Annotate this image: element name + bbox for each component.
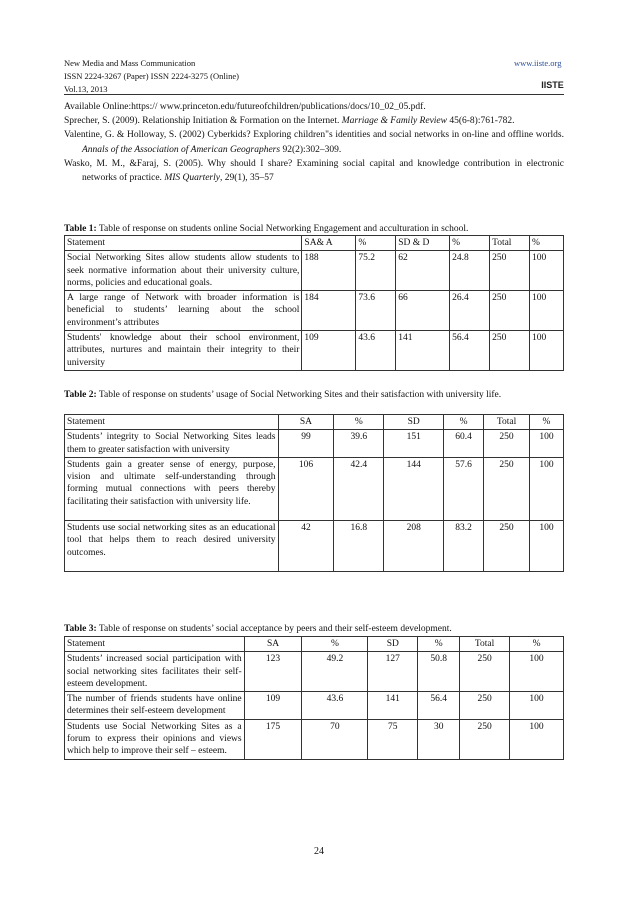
table-header-row	[65, 637, 564, 652]
statement-cell: Students gain a greater sense of energy, purpose, vision and ultimate self-understanding through forming mutual connections with peers thereby facilitating their satisfaction with university life.	[65, 457, 279, 520]
header-cell: %	[444, 415, 484, 430]
value-cell: 109	[244, 692, 302, 720]
table-row	[65, 251, 564, 291]
table-row	[65, 430, 564, 458]
header-cell: SD & D	[396, 236, 450, 251]
value-cell: 100	[530, 331, 564, 371]
statement-cell: A large range of Network with broader information is beneficial to students’ learning about the school environment’s attributes	[65, 291, 302, 331]
header-cell: SD	[368, 637, 418, 652]
header-cell: SA	[278, 415, 334, 430]
reference-item: Sprecher, S. (2009). Relationship Initiation & Formation on the Internet. Marriage & Family Review 45(6-8):761-782.	[64, 116, 515, 127]
value-cell: 75	[368, 719, 418, 759]
website-link[interactable]: www.iiste.org	[514, 58, 562, 68]
table-header-row	[65, 236, 564, 251]
value-cell: 57.6	[444, 457, 484, 520]
statement-cell: Students’ increased social participation with social networking sites facilitates their self-esteem development.	[65, 652, 245, 692]
table3	[64, 636, 564, 760]
value-cell: 188	[302, 251, 356, 291]
page-number: 24	[314, 846, 324, 857]
value-cell: 141	[396, 331, 450, 371]
table-row	[65, 719, 564, 759]
reference-list	[64, 100, 564, 185]
value-cell: 42	[278, 521, 334, 572]
table2	[64, 414, 564, 572]
value-cell: 100	[510, 719, 564, 759]
value-cell: 127	[368, 652, 418, 692]
header-cell: %	[302, 637, 368, 652]
value-cell: 100	[530, 291, 564, 331]
value-cell: 109	[302, 331, 356, 371]
table3-caption: Table 3: Table of response on students’ social acceptance by peers and their self-esteem development.	[64, 624, 452, 634]
value-cell: 56.4	[450, 331, 490, 371]
value-cell: 123	[244, 652, 302, 692]
reference-item: Available Online:https:// www.princeton.edu/futureofchildren/publications/docs/10_02_05.pdf.	[64, 102, 426, 112]
header-cell: Statement	[65, 415, 279, 430]
value-cell: 43.6	[302, 692, 368, 720]
value-cell: 66	[396, 291, 450, 331]
value-cell: 73.6	[356, 291, 396, 331]
table-header-row	[65, 415, 564, 430]
iiste-logo-icon	[541, 75, 564, 92]
reference-item: Wasko, M. M., &Faraj, S. (2005). Why should I share? Examining social capital and knowledge contribution in electronic networks of practice. MIS Quarterly, 29(1), 35–57	[64, 158, 564, 184]
value-cell: 184	[302, 291, 356, 331]
table1	[64, 235, 564, 371]
header-cell: %	[334, 415, 384, 430]
value-cell: 100	[530, 251, 564, 291]
value-cell: 70	[302, 719, 368, 759]
value-cell: 175	[244, 719, 302, 759]
statement-cell: Students' knowledge about their school environment, attributes, nurtures and maintain their integrity to their university	[65, 331, 302, 371]
value-cell: 250	[490, 331, 530, 371]
value-cell: 144	[384, 457, 444, 520]
value-cell: 100	[510, 652, 564, 692]
value-cell: 250	[484, 521, 530, 572]
header-cell: Total	[460, 637, 510, 652]
header-cell: Total	[490, 236, 530, 251]
statement-cell: Students’ integrity to Social Networking Sites leads them to greater satisfaction with university	[65, 430, 279, 458]
value-cell: 106	[278, 457, 334, 520]
statement-cell: Students use Social Networking Sites as a forum to express their opinions and views which help to improve their self – esteem.	[65, 719, 245, 759]
value-cell: 24.8	[450, 251, 490, 291]
table-row	[65, 331, 564, 371]
table-row	[65, 692, 564, 720]
statement-cell: The number of friends students have online determines their self-esteem development	[65, 692, 245, 720]
value-cell: 250	[460, 652, 510, 692]
value-cell: 50.8	[418, 652, 460, 692]
header-cell: %	[530, 236, 564, 251]
table-row	[65, 521, 564, 572]
value-cell: 100	[510, 692, 564, 720]
value-cell: 208	[384, 521, 444, 572]
value-cell: 100	[530, 430, 564, 458]
value-cell: 75.2	[356, 251, 396, 291]
value-cell: 250	[490, 251, 530, 291]
reference-item: Valentine, G. & Holloway, S. (2002) Cyberkids? Exploring children"s identities and social networks in on-line and offline worlds. Annals of the Association of American Geographers 92(2):302–309.	[64, 130, 564, 155]
value-cell: 60.4	[444, 430, 484, 458]
value-cell: 151	[384, 430, 444, 458]
value-cell: 56.4	[418, 692, 460, 720]
volume: Vol.13, 2013	[64, 84, 108, 94]
table2-caption: Table 2: Table of response on students’ usage of Social Networking Sites and their satisfaction with university life.	[64, 390, 502, 400]
value-cell: 100	[530, 521, 564, 572]
header-cell: %	[418, 637, 460, 652]
value-cell: 26.4	[450, 291, 490, 331]
table-row	[65, 457, 564, 520]
statement-cell: Social Networking Sites allow students allow students to seek normative information about their university culture, norms, policies and educational goals.	[65, 251, 302, 291]
header-cell: %	[356, 236, 396, 251]
svg-text:IISTE: IISTE	[541, 80, 564, 90]
value-cell: 100	[530, 457, 564, 520]
header-cell: SA	[244, 637, 302, 652]
value-cell: 99	[278, 430, 334, 458]
table1-caption: Table 1: Table of response on students online Social Networking Engagement and acculturation in school.	[64, 224, 469, 234]
header-cell: %	[450, 236, 490, 251]
value-cell: 250	[460, 692, 510, 720]
issn: ISSN 2224-3267 (Paper) ISSN 2224-3275 (Online)	[64, 71, 239, 81]
journal-name: New Media and Mass Communication	[64, 58, 196, 68]
value-cell: 30	[418, 719, 460, 759]
statement-cell: Students use social networking sites as an educational tool that helps them to reach desired university outcomes.	[65, 521, 279, 572]
value-cell: 141	[368, 692, 418, 720]
value-cell: 250	[484, 457, 530, 520]
header-cell: SD	[384, 415, 444, 430]
table-row	[65, 652, 564, 692]
header-cell: Statement	[65, 236, 302, 251]
value-cell: 39.6	[334, 430, 384, 458]
value-cell: 62	[396, 251, 450, 291]
table-row	[65, 291, 564, 331]
value-cell: 250	[484, 430, 530, 458]
value-cell: 43.6	[356, 331, 396, 371]
header-cell: SA& A	[302, 236, 356, 251]
value-cell: 250	[490, 291, 530, 331]
header-cell: Total	[484, 415, 530, 430]
value-cell: 83.2	[444, 521, 484, 572]
value-cell: 250	[460, 719, 510, 759]
header-cell: %	[510, 637, 564, 652]
header-cell: %	[530, 415, 564, 430]
header-rule	[64, 94, 564, 95]
value-cell: 16.8	[334, 521, 384, 572]
header-cell: Statement	[65, 637, 245, 652]
value-cell: 49.2	[302, 652, 368, 692]
value-cell: 42.4	[334, 457, 384, 520]
